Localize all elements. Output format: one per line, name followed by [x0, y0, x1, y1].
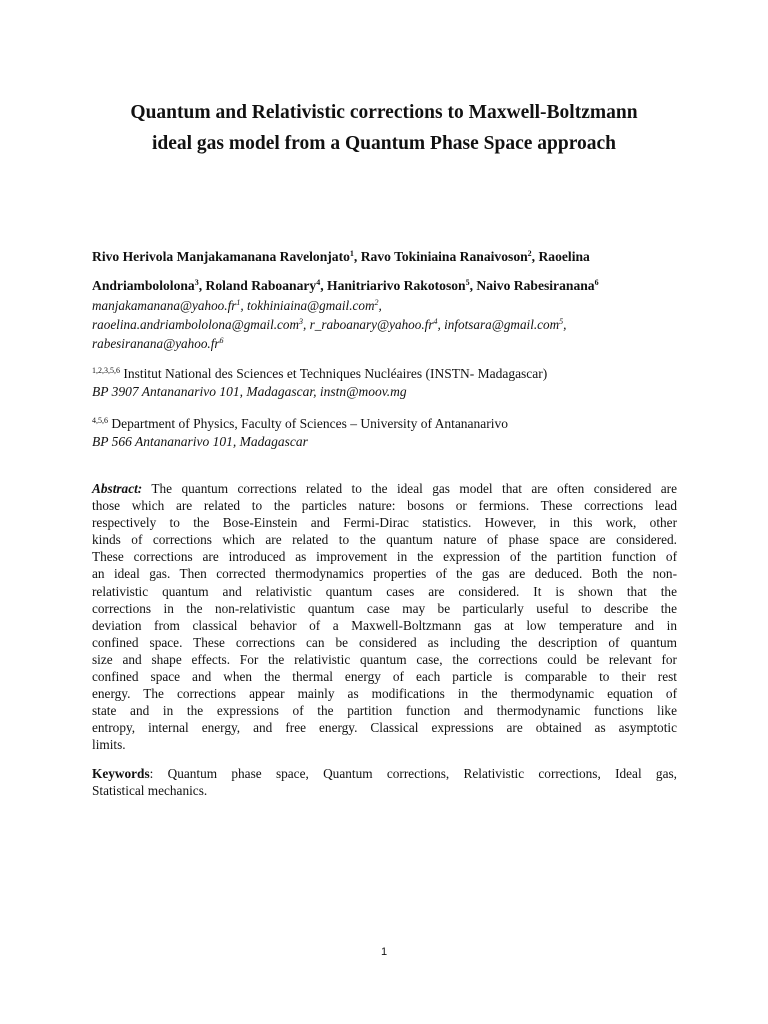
affiliation-name: Institut National des Sciences et Techniques Nucléaires (INSTN- Madagascar) [120, 366, 548, 381]
abstract-line: deviation from classical behavior of a Maxwell-Boltzmann gas at low temperature and in [92, 617, 677, 633]
email-link[interactable]: raoelina.andriambololona@gmail.com [92, 317, 300, 332]
affiliation-university [92, 415, 682, 451]
email-link[interactable]: , r_raboanary@yahoo.fr [303, 317, 434, 332]
keywords-label: Keywords [92, 766, 150, 781]
author-affiliation-mark: 3 [194, 278, 199, 287]
abstract-line: limits. [92, 737, 126, 753]
abstract-line: Abstract: The quantum corrections related to the ideal gas model that are often considered are [92, 481, 677, 496]
abstract-line: size and shape effects. For the relativistic quantum case, the corrections could be relevant for [92, 651, 677, 667]
author-name: Raoelina [538, 249, 590, 264]
affiliation-name: Department of Physics, Faculty of Sciences – University of Antananarivo [108, 416, 509, 431]
affiliation-address: BP 566 Antananarivo 101, Madagascar [92, 434, 308, 449]
author-name: Roland Raboanary [205, 278, 317, 293]
abstract-line: These corrections are introduced as improvement in the expression of the partition function of [92, 549, 677, 565]
abstract-line: kinds of corrections which are related to the quantum nature of phase space are considered. [92, 532, 677, 548]
title-line: Quantum and Relativistic corrections to Maxwell-Boltzmann [130, 102, 638, 123]
affiliation-marks: 4,5,6 [92, 416, 108, 425]
abstract-label: Abstract: [92, 481, 143, 496]
author-affiliation-mark: 2 [527, 249, 532, 258]
abstract-line: an ideal gas. Then corrected thermodynamics properties of the gas are deduced. Both the non- [92, 566, 677, 582]
abstract-line: those which are related to the particles nature: bosons or fermions. These corrections lead [92, 498, 677, 514]
affiliation-name-line [92, 415, 682, 433]
abstract-line: energy. The corrections appear mainly as modifications in the thermodynamic equation of [92, 686, 677, 702]
author-name: Andriambololona [92, 278, 195, 293]
author-name: Rivo Herivola Manjakamanana Ravelonjato [92, 249, 350, 264]
paper-title [80, 97, 688, 159]
abstract [92, 480, 677, 754]
author-affiliation-mark: 6 [594, 278, 599, 287]
affiliation-name-line [92, 365, 682, 383]
email-line: $rabesiranana@yahoo.fr^6$ [92, 336, 224, 351]
author-line: Andriambololona$^3$, Roland Raboanary$^4$, Hanitriarivo Rakotoson$^5$, Naivo Rabesiranana$^6$ [92, 278, 599, 293]
author-affiliation-mark: 5 [465, 278, 470, 287]
email-link[interactable]: manjakamanana@yahoo.fr [92, 298, 237, 313]
author-name: Ravo Tokiniaina Ranaivoson [360, 249, 528, 264]
keywords [92, 765, 677, 799]
affiliation-address: BP 3907 Antananarivo 101, Madagascar, instn@moov.mg [92, 384, 407, 399]
author-affiliation-mark: 1 [349, 249, 354, 258]
abstract-line: state and in the expressions of the partition function and thermodynamic functions like [92, 703, 677, 719]
email-line: $manjakamanana@yahoo.fr^1$, tokhiniaina@gmail.com$^2$, [92, 298, 382, 313]
abstract-line: respectively to the Bose-Einstein and Fermi-Dirac statistics. However, in this work, other [92, 515, 677, 531]
author-name: Naivo Rabesiranana [476, 278, 595, 293]
abstract-line: confined space. These corrections can be considered as including the description of quantum [92, 634, 677, 650]
email-link[interactable]: , tokhiniaina@gmail.com [240, 298, 375, 313]
abstract-line: corrections in the non-relativistic quantum case may be particularly useful to describe the [92, 600, 677, 616]
author-affiliation-mark: 4 [316, 278, 321, 287]
page-number: 1 [380, 946, 388, 958]
author-emails [92, 296, 682, 353]
keywords-line: Statistical mechanics. [92, 783, 208, 799]
author-list [92, 242, 682, 300]
author-line: Rivo Herivola Manjakamanana Ravelonjato$^1$, Ravo Tokiniaina Ranaivoson$^2$, Raoelina [92, 249, 590, 264]
affiliation-marks: 1,2,3,5,6 [92, 366, 120, 375]
keywords-line: Keywords: Quantum phase space, Quantum corrections, Relativistic corrections, Ideal gas, [92, 766, 677, 781]
abstract-line: entropy, internal energy, and free energy. Classical expressions are obtained as asymptotic [92, 720, 677, 736]
author-name: Hanitriarivo Rakotoson [327, 278, 466, 293]
email-link[interactable]: , infotsara@gmail.com [437, 317, 560, 332]
affiliation-instn [92, 365, 682, 401]
email-link[interactable]: rabesiranana@yahoo.fr [92, 336, 220, 351]
email-line: raoelina.andriambololona@gmail.com$^3$, $r\_raboanary@yahoo.fr^4$, infotsara@gmail.com$^5$, [92, 317, 567, 332]
abstract-line: confined space and when the thermal energy of each particle is comparable to their rest [92, 669, 677, 685]
abstract-line: relativistic quantum and relativistic quantum cases are considered. It is shown that the [92, 583, 677, 599]
title-line: ideal gas model from a Quantum Phase Space approach [151, 133, 617, 154]
